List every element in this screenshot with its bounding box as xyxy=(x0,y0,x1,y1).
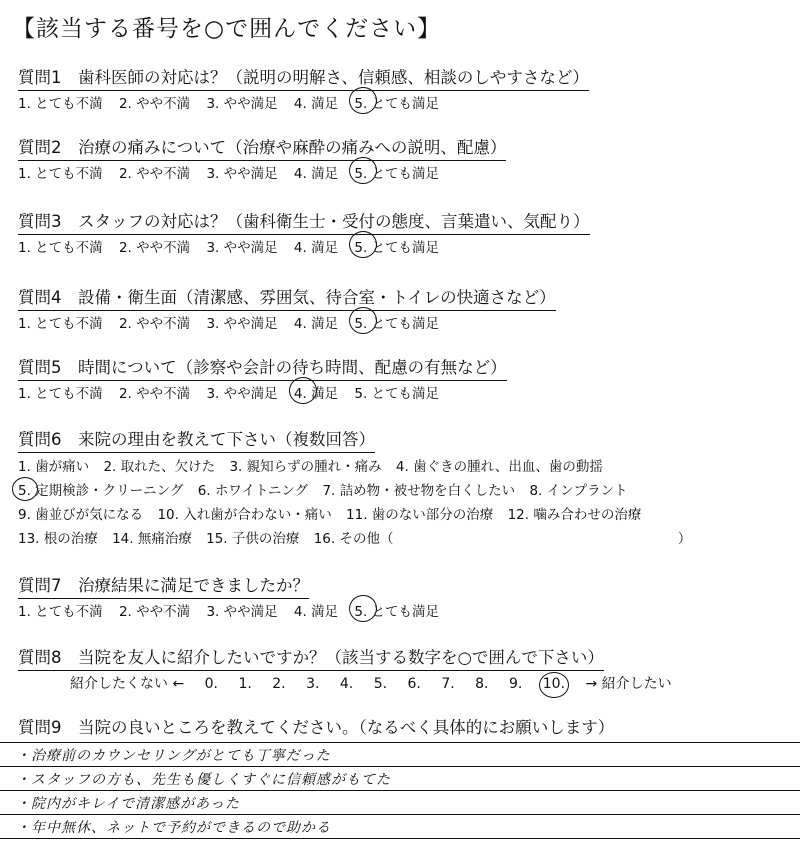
question-4 xyxy=(18,284,788,332)
scale-option[interactable]: 1. xyxy=(238,676,252,692)
reason-option[interactable]: 14. 無痛治療 xyxy=(112,531,192,547)
question-title: 質問9 当院の良いところを教えてください。（なるべく具体的にお願いします） xyxy=(18,718,615,737)
option-1[interactable]: 1. とても不満 xyxy=(18,386,103,402)
option-4[interactable]: 4. 満足 xyxy=(293,166,339,182)
option-4[interactable]: 4. 満足 xyxy=(293,316,339,332)
option-1[interactable]: 1. とても不満 xyxy=(18,604,103,620)
free-answer-lines xyxy=(0,742,800,839)
answer-line[interactable] xyxy=(0,766,800,790)
reason-option[interactable]: 15. 子供の治療 xyxy=(206,531,300,547)
answer-options xyxy=(18,236,788,256)
scale-option[interactable]: 9. xyxy=(508,676,523,692)
option-5-circled[interactable]: 5. とても満足 xyxy=(354,162,439,182)
option-4-circled[interactable]: 4. 満足 xyxy=(294,382,338,402)
instruction-header: 【該当する番号を○で囲んでください】 xyxy=(12,16,442,42)
option-5[interactable]: 5. とても満足 xyxy=(354,386,440,402)
option-2[interactable]: 2. やや不満 xyxy=(118,96,191,112)
scale-option[interactable]: 6. xyxy=(407,676,421,692)
question-title: 質問4 設備・衛生面（清潔感、雰囲気、待合室・トイレの快適さなど） xyxy=(18,284,556,311)
scale-option[interactable]: 5. xyxy=(373,676,388,692)
question-title: 質問7 治療結果に満足できましたか？ xyxy=(18,572,309,599)
option-2[interactable]: 2. やや不満 xyxy=(118,386,191,402)
scale-option[interactable]: 3. xyxy=(306,676,320,692)
answer-options xyxy=(18,382,788,402)
reason-option[interactable]: 9. 歯並びが気になる xyxy=(18,507,144,523)
answer-options xyxy=(18,600,788,620)
handwritten-answer: ・院内がキレイで清潔感があった xyxy=(16,796,241,812)
answer-line[interactable] xyxy=(0,790,800,814)
question-title: 質問8 当院を友人に紹介したいですか？（該当する数字を○で囲んで下さい） xyxy=(18,644,604,671)
reason-option[interactable]: 3. 親知らずの腫れ・痛み xyxy=(229,459,382,475)
handwritten-answer: ・スタッフの方も、先生も優しくすぐに信頼感がもてた xyxy=(16,772,391,788)
reason-option[interactable]: 11. 歯のない部分の治療 xyxy=(346,507,494,523)
option-1[interactable]: 1. とても不満 xyxy=(18,316,103,332)
scale-option[interactable]: 8. xyxy=(475,676,489,692)
option-5-circled[interactable]: 5. とても満足 xyxy=(354,236,439,256)
reason-option[interactable]: 2. 取れた、欠けた xyxy=(103,459,216,475)
scale-left-label: 紹介したくない ← xyxy=(70,676,185,692)
question-3 xyxy=(18,208,788,256)
question-title: 質問6 来院の理由を教えて下さい（複数回答） xyxy=(18,426,375,453)
answer-line-bottom xyxy=(0,838,800,839)
option-3[interactable]: 3. やや満足 xyxy=(206,96,278,112)
question-5 xyxy=(18,354,788,402)
reason-option-circled[interactable]: 5. 定期検診・クリーニング xyxy=(18,479,183,503)
question-7 xyxy=(18,572,788,620)
question-title: 質問3 スタッフの対応は？（歯科衛生士・受付の態度、言葉遣い、気配り） xyxy=(18,208,590,235)
question-9 xyxy=(18,714,788,740)
question-2 xyxy=(18,134,788,182)
scale-option[interactable]: 4. xyxy=(339,676,354,692)
scale-right-label: → 紹介したい xyxy=(585,676,672,692)
reason-option-other[interactable]: 16. その他（ xyxy=(313,531,394,547)
scale-option-circled[interactable]: 10. xyxy=(542,676,566,692)
handwritten-answer: ・年中無休、ネットで予約ができるので助かる xyxy=(16,820,331,836)
question-title: 質問5 時間について（診察や会計の待ち時間、配慮の有無など） xyxy=(18,354,507,381)
reason-option[interactable]: 6. ホワイトニング xyxy=(197,483,309,499)
question-title: 質問1 歯科医師の対応は？（説明の明解さ、信頼感、相談のしやすさなど） xyxy=(18,64,589,91)
option-2[interactable]: 2. やや不満 xyxy=(118,604,191,620)
reason-row xyxy=(18,503,788,527)
option-4[interactable]: 4. 満足 xyxy=(293,604,339,620)
reason-options xyxy=(0,455,788,551)
reason-option[interactable]: 1. 歯が痛い xyxy=(18,459,90,475)
option-1[interactable]: 1. とても不満 xyxy=(18,96,103,112)
option-5-circled[interactable]: 5. とても満足 xyxy=(354,92,439,112)
scale-option[interactable]: 0. xyxy=(204,676,218,692)
question-title: 質問2 治療の痛みについて（治療や麻酔の痛みへの説明、配慮） xyxy=(18,134,506,161)
reason-option[interactable]: 12. 噛み合わせの治療 xyxy=(507,507,642,523)
option-3[interactable]: 3. やや満足 xyxy=(206,386,278,402)
answer-line[interactable] xyxy=(0,742,800,766)
other-close-paren: ） xyxy=(677,531,692,547)
question-8 xyxy=(18,644,788,693)
reason-option[interactable]: 10. 入れ歯が合わない・痛い xyxy=(157,507,332,523)
question-1 xyxy=(18,64,788,112)
option-3[interactable]: 3. やや満足 xyxy=(206,166,278,182)
option-5-circled[interactable]: 5. とても満足 xyxy=(354,312,439,332)
option-4[interactable]: 4. 満足 xyxy=(293,96,339,112)
answer-options xyxy=(18,312,788,332)
reason-row xyxy=(18,527,788,551)
option-1[interactable]: 1. とても不満 xyxy=(18,166,103,182)
answer-line[interactable] xyxy=(0,814,800,838)
option-2[interactable]: 2. やや不満 xyxy=(118,240,191,256)
option-3[interactable]: 3. やや満足 xyxy=(206,604,278,620)
reason-row xyxy=(18,455,788,479)
option-1[interactable]: 1. とても不満 xyxy=(18,240,103,256)
scale-option[interactable]: 2. xyxy=(272,676,286,692)
reason-option[interactable]: 7. 詰め物・被せ物を白くしたい xyxy=(322,483,516,499)
handwritten-answer: ・治療前のカウンセリングがとても丁寧だった xyxy=(16,748,331,764)
answer-options xyxy=(18,162,788,182)
option-2[interactable]: 2. やや不満 xyxy=(118,166,191,182)
reason-option[interactable]: 13. 根の治療 xyxy=(18,531,98,547)
option-2[interactable]: 2. やや不満 xyxy=(118,316,191,332)
question-6 xyxy=(18,426,788,551)
option-3[interactable]: 3. やや満足 xyxy=(206,240,278,256)
reason-option[interactable]: 4. 歯ぐきの腫れ、出血、歯の動揺 xyxy=(395,459,603,475)
option-3[interactable]: 3. やや満足 xyxy=(206,316,278,332)
reason-option[interactable]: 8. インプラント xyxy=(529,483,628,499)
option-4[interactable]: 4. 満足 xyxy=(293,240,339,256)
answer-options xyxy=(18,92,788,112)
recommend-scale xyxy=(70,673,788,693)
option-5-circled[interactable]: 5. とても満足 xyxy=(354,600,439,620)
scale-option[interactable]: 7. xyxy=(441,676,455,692)
reason-row xyxy=(18,479,788,503)
